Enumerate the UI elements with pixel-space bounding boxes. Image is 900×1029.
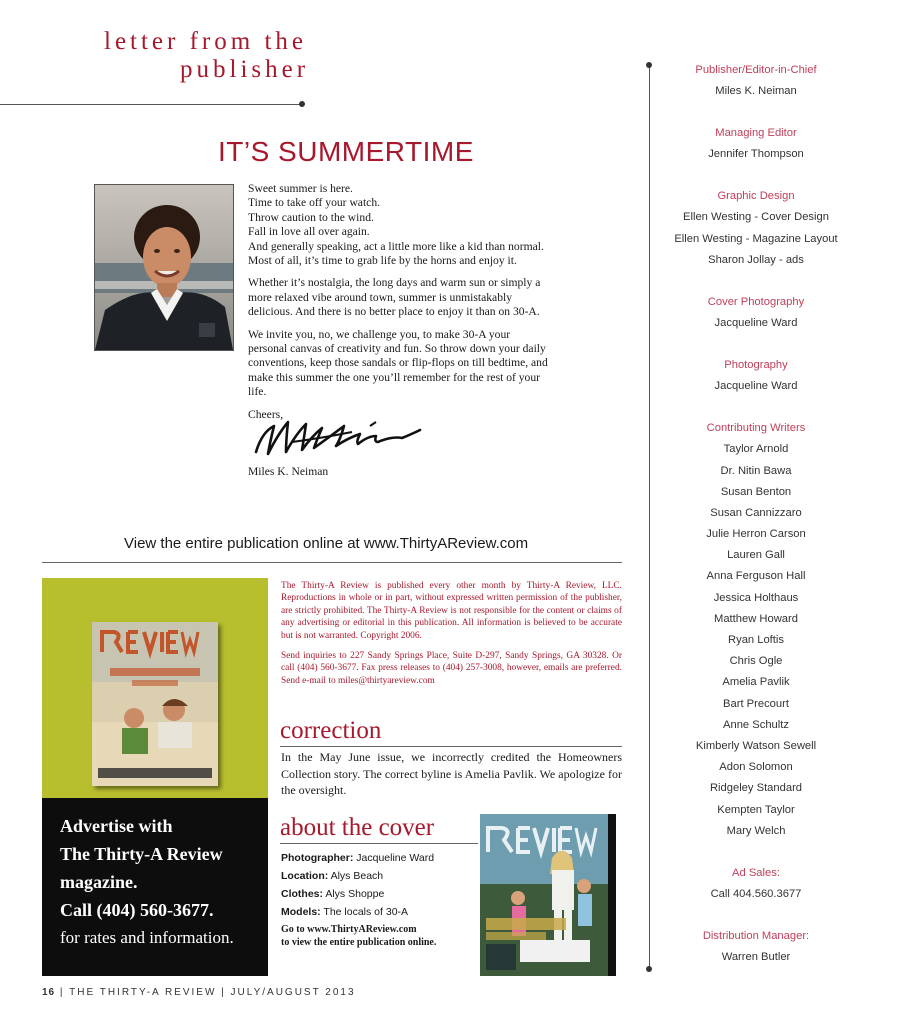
- divider: [280, 746, 622, 747]
- letter-paragraph: We invite you, no, we challenge you, to make 30-A your personal canvas of creativity and fun. So throw down your daily conventions, keep those sandals or flip-flops on till bedtime, and make this summer the one you’ll remember for the rest of your life.: [248, 327, 548, 399]
- masthead-name: Matthew Howard: [714, 612, 798, 625]
- masthead-name: Sharon Jollay - ads: [708, 253, 804, 266]
- ad-line: magazine.: [60, 872, 138, 892]
- masthead-name: Warren Butler: [721, 951, 791, 964]
- goto-line: Go to www.ThirtyAReview.com: [281, 924, 417, 935]
- masthead-name: Julie Herron Carson: [706, 528, 806, 541]
- magazine-cover-ad: [92, 622, 218, 786]
- ad-line: Advertise with: [60, 816, 173, 836]
- masthead-name: Kimberly Watson Sewell: [695, 739, 817, 752]
- masthead-name: Jennifer Thompson: [708, 148, 804, 161]
- page-footer: 16 | THE THIRTY-A REVIEW | JULY/AUGUST 2013: [42, 987, 356, 998]
- masthead-name: Ryan Loftis: [728, 634, 784, 646]
- masthead-name: Bart Precourt: [723, 697, 789, 710]
- magazine-cover-image: [480, 814, 616, 976]
- credit-row: Photographer: Jacqueline Ward: [281, 852, 435, 864]
- about-cover-heading: about the cover: [280, 814, 435, 841]
- legal-paragraph: The Thirty-A Review is published every other month by Thirty-A Review, LLC. Reproductions in whole or in part, without expressed written permission of the publisher, are strictly prohibited. The Thirty-A Review is not responsible for the content or claims of any advertising or editorial in this publication. All information is believed to be accurate but is not warranted. Copyright 2006.: [281, 581, 622, 641]
- letter-closing: Cheers,: [248, 407, 284, 421]
- masthead-name: Adon Solomon: [719, 761, 793, 774]
- masthead-name: Chris Ogle: [729, 655, 783, 668]
- footer-text: THE THIRTY-A REVIEW | JULY/AUGUST 2013: [69, 987, 356, 998]
- signature-image: [252, 412, 427, 460]
- masthead-name: Jessica Holthaus: [713, 591, 799, 604]
- credit-row: Clothes: Alys Shoppe: [281, 888, 385, 900]
- column-rule-dot: [646, 966, 652, 972]
- masthead-role: Ad Sales:: [732, 866, 780, 879]
- masthead-spacer: [660, 102, 852, 123]
- letter-line: Throw caution to the wind.: [248, 210, 374, 224]
- signature-name: Miles K. Neiman: [248, 465, 329, 478]
- masthead-name: Ridgeley Standard: [709, 782, 803, 795]
- view-online-text: View the entire publication online at www.ThirtyAReview.com: [124, 535, 529, 552]
- masthead-name: Susan Benton: [720, 485, 792, 498]
- masthead-role: Managing Editor: [715, 127, 797, 140]
- letter-line: Sweet summer is here.: [248, 182, 353, 195]
- column-rule-dot: [646, 62, 652, 68]
- correction-heading: correction: [280, 717, 382, 744]
- credit-row: Models: The locals of 30-A: [281, 906, 409, 918]
- letter-intro: [248, 182, 548, 268]
- letter-body: [248, 182, 548, 430]
- page-number: 16: [42, 987, 56, 998]
- header-rule-dot: [299, 101, 305, 107]
- masthead-name: Lauren Gall: [727, 549, 785, 562]
- publisher-photo: [94, 184, 234, 351]
- ad-line: The Thirty-A Review: [60, 844, 223, 864]
- letter-line: Most of all, it’s time to grab life by the horns and enjoy it.: [248, 254, 517, 268]
- section-heading-line2: publisher: [180, 56, 310, 83]
- section-heading-line1: letter from the: [104, 28, 307, 55]
- masthead-name: Ellen Westing - Cover Design: [683, 211, 829, 224]
- masthead-name: Call 404.560.3677: [710, 887, 802, 900]
- correction-body: In the May June issue, we incorrectly credited the Homeowners Collection story. The correct byline is Amelia Pavlik. We apologize for the oversight.: [281, 750, 622, 797]
- masthead-name: Susan Cannizzaro: [710, 506, 802, 519]
- masthead-name: Dr. Nitin Bawa: [720, 464, 792, 477]
- goto-text: [281, 924, 436, 949]
- masthead-name: Jacqueline Ward: [714, 380, 798, 393]
- masthead-role: Photography: [724, 359, 788, 372]
- credit-row: Location: Alys Beach: [281, 870, 384, 882]
- letter-line: Fall in love all over again.: [248, 225, 370, 239]
- masthead-spacer: [660, 397, 852, 418]
- masthead-spacer: [660, 842, 852, 863]
- masthead-name: Anne Schultz: [723, 718, 789, 731]
- header-rule: [0, 104, 302, 105]
- goto-line: to view the entire publication online.: [281, 936, 437, 948]
- masthead-spacer: [660, 905, 852, 926]
- masthead-role: Publisher/Editor-in-Chief: [695, 64, 817, 76]
- ad-text: [60, 812, 260, 952]
- article-title: IT’S SUMMERTIME: [218, 136, 474, 167]
- masthead-role: Graphic Design: [717, 190, 795, 203]
- masthead-name: Kempten Taylor: [717, 803, 795, 816]
- contact-paragraph: Send inquiries to 227 Sandy Springs Place, Suite D-297, Sandy Springs, GA 30328. Or call (404) 560-3677. Fax press releases to (404) 257-3008, however, emails are preferred. Send e-mail to miles@thirtyareview.com: [281, 651, 622, 686]
- masthead-name: Ellen Westing - Magazine Layout: [674, 232, 838, 245]
- legal-notice: [281, 580, 622, 695]
- masthead-role: Contributing Writers: [706, 422, 806, 435]
- ad-line: for rates and information.: [60, 928, 234, 947]
- masthead-name: Mary Welch: [726, 824, 786, 837]
- masthead-spacer: [660, 271, 852, 292]
- letter-line: And generally speaking, act a little more like a kid than normal.: [248, 239, 544, 253]
- masthead-name: Taylor Arnold: [723, 443, 789, 456]
- masthead-name: Miles K. Neiman: [715, 85, 797, 97]
- masthead-name: Jacqueline Ward: [714, 316, 798, 329]
- column-rule: [649, 64, 650, 970]
- masthead-role: Cover Photography: [707, 295, 805, 308]
- letter-line: Time to take off your watch.: [248, 196, 381, 210]
- masthead-spacer: [660, 165, 852, 186]
- ad-phone: Call (404) 560-3677.: [60, 900, 214, 920]
- divider: [280, 843, 478, 844]
- divider: [42, 562, 622, 563]
- masthead-name: Anna Ferguson Hall: [706, 570, 806, 583]
- masthead-spacer: [660, 334, 852, 355]
- masthead-name: Amelia Pavlik: [722, 676, 790, 689]
- letter-paragraph: Whether it’s nostalgia, the long days and warm sun or simply a more relaxed vibe around town, summer is unmistakably delicious. And there is no better place to enjoy it than on 30-A.: [248, 276, 541, 319]
- masthead-role: Distribution Manager:: [702, 930, 810, 943]
- cover-credits: [281, 849, 434, 921]
- masthead: [660, 60, 852, 968]
